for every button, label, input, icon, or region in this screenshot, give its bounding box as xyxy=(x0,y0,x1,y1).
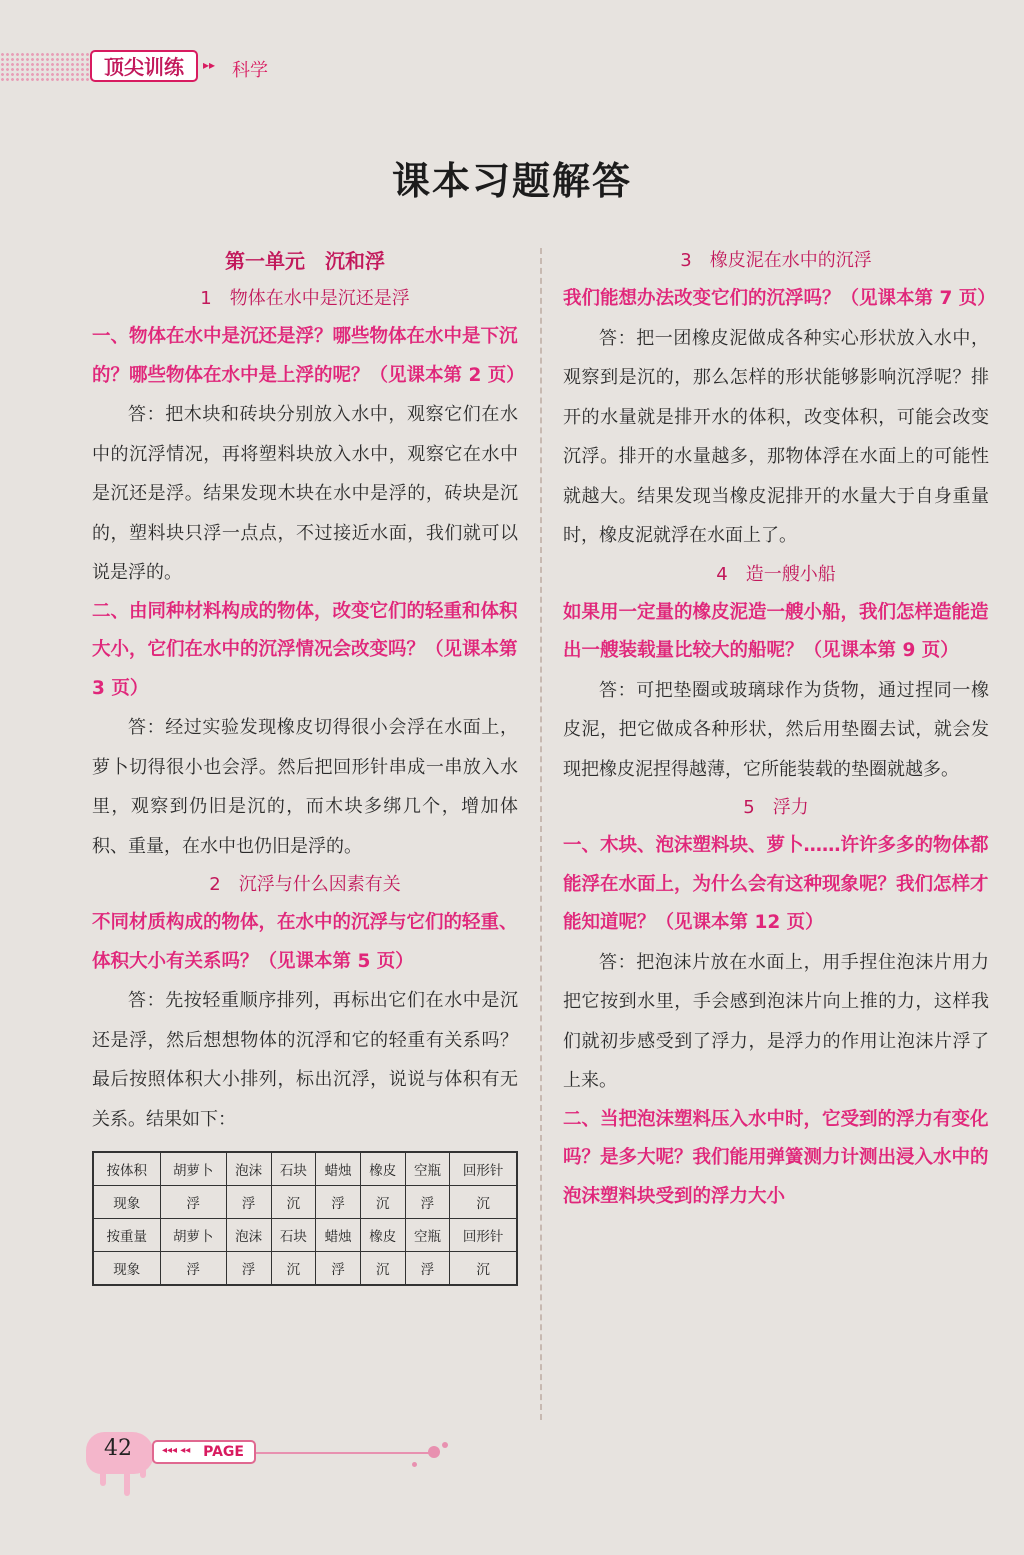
page-header xyxy=(0,44,300,92)
dot-decoration xyxy=(412,1462,417,1467)
drip-decoration xyxy=(140,1466,146,1478)
right-column xyxy=(563,242,996,1216)
table-cell: 蜡烛 xyxy=(316,1219,361,1252)
page-number: 42 xyxy=(104,1436,132,1461)
drip-decoration xyxy=(100,1466,106,1486)
answer-5: 答：可把垫圈或玻璃球作为货物，通过捏同一橡皮泥，把它做成各种形状，然后用垫圈去试，就会发现把橡皮泥捏得越薄，它所能装载的垫圈就越多。 xyxy=(563,679,989,780)
table-cell: 沉 xyxy=(450,1186,517,1219)
question-5: 如果用一定量的橡皮泥造一艘小船，我们怎样造能造出一艘装载量比较大的船呢？（见课本第 9 页） xyxy=(563,601,989,661)
section-title-2: 2 沉浮与什么因素有关 xyxy=(209,874,401,895)
answer-4: 答：把一团橡皮泥做成各种实心形状放入水中，观察到是沉的，那么怎样的形状能够影响沉浮呢？排开的水量就是排开水的体积，改变体积，可能会改变沉浮。排开的水量越多，那物体浮在水面上的可能性就越大。结果发现当橡皮泥排开的水量大于自身重量时，橡皮泥就浮在水面上了。 xyxy=(563,327,989,546)
section-title-4: 4 造一艘小船 xyxy=(716,563,836,585)
table-cell: 沉 xyxy=(450,1252,517,1286)
table-cell: 现象 xyxy=(93,1252,160,1286)
question-3: 不同材质构成的物体，在水中的沉浮与它们的轻重、体积大小有关系吗？（见课本第 5 页） xyxy=(92,912,518,972)
table-cell: 沉 xyxy=(271,1186,316,1219)
table-cell: 浮 xyxy=(316,1186,361,1219)
question-4: 我们能想办法改变它们的沉浮吗？（见课本第 7 页） xyxy=(563,288,996,309)
section-title-3: 3 橡皮泥在水中的沉浮 xyxy=(680,250,872,271)
page-footer xyxy=(0,1430,480,1490)
table-cell: 浮 xyxy=(160,1186,226,1219)
table-cell: 浮 xyxy=(160,1252,226,1286)
page-title: 课本习题解答 xyxy=(391,159,632,203)
table-cell: 浮 xyxy=(226,1186,271,1219)
question-1: 一、物体在水中是沉还是浮？哪些物体在水中是下沉的？哪些物体在水中是上浮的呢？（见课本第 2 页） xyxy=(92,326,525,386)
answer-2: 答：经过实验发现橡皮切得很小会浮在水面上，萝卜切得很小也会浮。然后把回形针串成一串放入水里，观察到仍旧是沉的，而木块多绑几个，增加体积、重量，在水中也仍旧是浮的。 xyxy=(92,717,518,857)
answer-3: 答：先按轻重顺序排列，再标出它们在水中是沉还是浮，然后想想物体的沉浮和它的轻重有关系吗？最后按照体积大小排列，标出沉浮，说说与体积有无关系。结果如下： xyxy=(92,990,518,1130)
page-label: PAGE xyxy=(152,1440,256,1464)
page-arrows-icon: ◂◂◂ ◂◂ xyxy=(162,1445,191,1456)
section-title-1: 1 物体在水中是沉还是浮 xyxy=(200,288,410,309)
table-cell: 沉 xyxy=(360,1252,405,1286)
table-cell: 泡沫 xyxy=(226,1152,271,1186)
table-row xyxy=(93,1152,517,1186)
table-cell: 橡皮 xyxy=(360,1152,405,1186)
question-7: 二、当把泡沫塑料压入水中时，它受到的浮力有变化吗？是多大呢？我们能用弹簧测力计测出浸入水中的泡沫塑料块受到的浮力大小 xyxy=(563,1108,989,1207)
table-cell: 浮 xyxy=(405,1186,450,1219)
table-cell: 浮 xyxy=(405,1252,450,1286)
table-cell: 空瓶 xyxy=(405,1152,450,1186)
dot-decoration xyxy=(442,1442,448,1448)
column-divider xyxy=(540,248,542,1420)
table-cell: 沉 xyxy=(360,1186,405,1219)
drip-decoration xyxy=(124,1468,130,1496)
header-dot-pattern xyxy=(0,52,96,82)
table-cell: 沉 xyxy=(271,1252,316,1286)
question-2: 二、由同种材料构成的物体，改变它们的轻重和体积大小，它们在水中的沉浮情况会改变吗？（见课本第 3 页） xyxy=(92,600,518,699)
table-cell: 现象 xyxy=(93,1186,160,1219)
header-arrows-icon: ▸▸ xyxy=(203,58,216,72)
left-column xyxy=(92,242,525,1286)
table-cell: 浮 xyxy=(316,1252,361,1286)
table-cell: 回形针 xyxy=(450,1219,517,1252)
table-cell: 按体积 xyxy=(93,1152,160,1186)
subject-label: 科学 xyxy=(232,60,268,81)
answer-6: 答：把泡沫片放在水面上，用手捏住泡沫片用力把它按到水里，手会感到泡沫片向上推的力，这样我们就初步感受到了浮力，是浮力的作用让泡沫片浮了上来。 xyxy=(563,951,989,1091)
table-cell: 石块 xyxy=(271,1152,316,1186)
table-row xyxy=(93,1186,517,1219)
table-row xyxy=(93,1252,517,1286)
answer-1: 答：把木块和砖块分别放入水中，观察它们在水中的沉浮情况，再将塑料块放入水中，观察它在水中是沉还是浮。结果发现木块在水中是浮的，砖块是沉的，塑料块只浮一点点，不过接近水面，我们就可以说是浮的。 xyxy=(92,404,518,583)
table-cell: 按重量 xyxy=(93,1219,160,1252)
brand-label: 顶尖训练 xyxy=(90,50,198,82)
table-cell: 胡萝卜 xyxy=(160,1152,226,1186)
table-cell: 蜡烛 xyxy=(316,1152,361,1186)
table-cell: 回形针 xyxy=(450,1152,517,1186)
table-cell: 石块 xyxy=(271,1219,316,1252)
table-cell: 空瓶 xyxy=(405,1219,450,1252)
dot-decoration xyxy=(428,1446,440,1458)
table-row xyxy=(93,1219,517,1252)
table-cell: 橡皮 xyxy=(360,1219,405,1252)
footer-line xyxy=(256,1452,432,1454)
table-cell: 泡沫 xyxy=(226,1219,271,1252)
section-title-5: 5 浮力 xyxy=(743,797,809,818)
results-table xyxy=(92,1151,518,1286)
table-cell: 胡萝卜 xyxy=(160,1219,226,1252)
question-6: 一、木块、泡沫塑料块、萝卜……许许多多的物体都能浮在水面上，为什么会有这种现象呢？我们怎样才能知道呢？（见课本第 12 页） xyxy=(563,835,989,933)
unit-title: 第一单元 沉和浮 xyxy=(225,249,385,273)
table-cell: 浮 xyxy=(226,1252,271,1286)
